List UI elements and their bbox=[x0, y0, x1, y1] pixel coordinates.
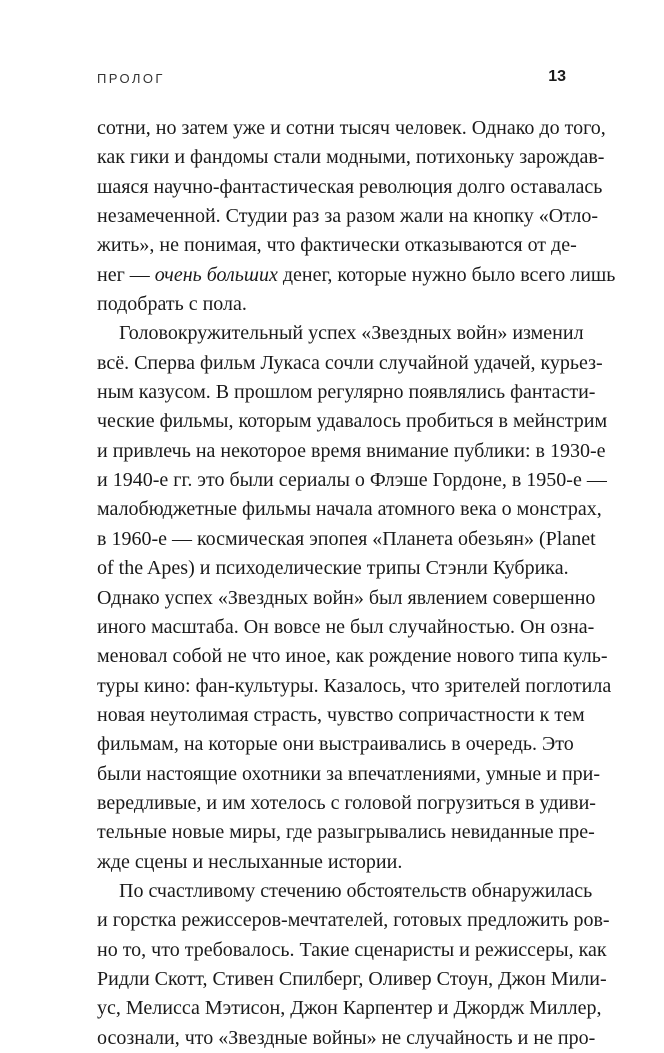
text-segment: Ридли Скотт, Стивен Спилберг, Оливер Стоун, Джон Мили- bbox=[97, 967, 607, 990]
text-line bbox=[97, 173, 603, 202]
text-line bbox=[97, 818, 595, 847]
paragraph bbox=[97, 319, 612, 877]
text-line bbox=[97, 231, 577, 260]
text-segment: были настоящие охотники за впечатлениями, умные и при- bbox=[97, 762, 601, 785]
text-segment: незамеченной. Студии раз за разом жали на кнопку «Отло- bbox=[97, 205, 599, 228]
text-segment: сотни, но затем уже и сотни тысяч человек. Однако до того, bbox=[97, 117, 606, 139]
text-segment: в 1960-е — космическая эпопея «Планета обезьян» (Planet bbox=[97, 527, 596, 550]
text-segment: вередливые, и им хотелось с головой погрузиться в удиви- bbox=[97, 791, 596, 814]
text-line bbox=[97, 261, 616, 290]
text-line bbox=[97, 143, 605, 172]
text-line bbox=[97, 466, 607, 495]
page-header bbox=[97, 68, 566, 94]
text-segment: ным казусом. В прошлом регулярно появлялись фантасти- bbox=[97, 381, 596, 404]
text-segment: жде сцены и неслыханные истории. bbox=[97, 850, 403, 873]
text-segment: но то, что требовалось. Такие сценаристы и режиссеры, как bbox=[97, 938, 607, 961]
text-line bbox=[97, 290, 567, 319]
text-line bbox=[97, 672, 612, 701]
paragraph bbox=[97, 114, 616, 319]
text-line bbox=[97, 437, 606, 466]
text-segment: и привлечь на некоторое время внимание публики: в 1930-е bbox=[97, 439, 606, 462]
text-line bbox=[97, 554, 567, 583]
text-line bbox=[97, 613, 595, 642]
text-segment: и горстка режиссеров-мечтателей, готовых предложить ров- bbox=[97, 909, 610, 932]
text-line bbox=[97, 642, 608, 671]
paragraph bbox=[97, 877, 610, 1053]
text-segment: Головокружительный успех «Звездных войн» изменил bbox=[119, 322, 584, 345]
text-segment: ус, Мелисса Мэтисон, Джон Карпентер и Джордж Миллер, bbox=[97, 997, 602, 1020]
text-segment: всё. Сперва фильм Лукаса сочли случайной удачей, курьез- bbox=[97, 351, 603, 374]
text-line bbox=[97, 1024, 596, 1053]
text-segment: ческие фильмы, которым удавалось пробиться в мейнстрим bbox=[97, 410, 608, 433]
text-line bbox=[97, 202, 599, 231]
text-line bbox=[97, 407, 608, 436]
text-segment: малобюджетные фильмы начала атомного века о монстрах, bbox=[97, 498, 602, 521]
text-line bbox=[97, 848, 567, 877]
text-segment: шаяся научно-фантастическая революция долго оставалась bbox=[97, 175, 603, 198]
text-line bbox=[97, 906, 610, 935]
text-segment: осознали, что «Звездные войны» не случайность и не про- bbox=[97, 1026, 596, 1049]
text-line bbox=[97, 789, 596, 818]
text-line bbox=[97, 584, 596, 613]
text-segment: нег — bbox=[97, 263, 155, 286]
text-line bbox=[97, 525, 596, 554]
text-segment: как гики и фандомы стали модными, потихоньку зарождав- bbox=[97, 146, 605, 169]
text-line bbox=[97, 701, 585, 730]
text-body bbox=[97, 114, 616, 1053]
text-segment: жить», не понимая, что фактически отказываются от де- bbox=[97, 234, 577, 257]
text-line bbox=[97, 349, 603, 378]
text-segment: меновал собой не что иное, как рождение нового типа куль- bbox=[97, 645, 608, 668]
text-line bbox=[97, 730, 574, 759]
text-line bbox=[97, 994, 602, 1023]
emphasis-text: очень больших bbox=[154, 263, 278, 286]
text-line bbox=[97, 378, 596, 407]
text-segment: По счастливому стечению обстоятельств обнаружилась bbox=[119, 879, 593, 902]
text-segment: денег, которые нужно было всего лишь bbox=[277, 263, 616, 286]
text-segment: of the Apes) и психоделические трипы Стэнли Кубрика. bbox=[97, 557, 569, 580]
text-segment: иного масштаба. Он вовсе не был случайностью. Он озна- bbox=[97, 615, 595, 638]
text-segment: подобрать с пола. bbox=[97, 293, 247, 316]
text-line bbox=[97, 319, 584, 348]
text-segment: новая неутолимая страсть, чувство сопричастности к тем bbox=[97, 703, 585, 726]
text-line bbox=[97, 760, 601, 789]
text-segment: тельные новые миры, где разыгрывались невиданные пре- bbox=[97, 821, 595, 844]
running-head: ПРОЛОГ bbox=[97, 71, 165, 86]
text-segment: фильмам, на которые они выстраивались в очередь. Это bbox=[97, 733, 574, 756]
page-number: 13 bbox=[548, 68, 566, 85]
text-line bbox=[97, 495, 602, 524]
text-segment: туры кино: фан-культуры. Казалось, что зрителей поглотила bbox=[97, 674, 612, 697]
text-line bbox=[97, 965, 607, 994]
text-line bbox=[97, 877, 593, 906]
text-segment: Однако успех «Звездных войн» был явлением совершенно bbox=[97, 586, 596, 609]
text-line bbox=[97, 114, 606, 143]
text-line bbox=[97, 936, 607, 965]
text-segment: и 1940-е гг. это были сериалы о Флэше Гордоне, в 1950-е — bbox=[97, 469, 607, 492]
